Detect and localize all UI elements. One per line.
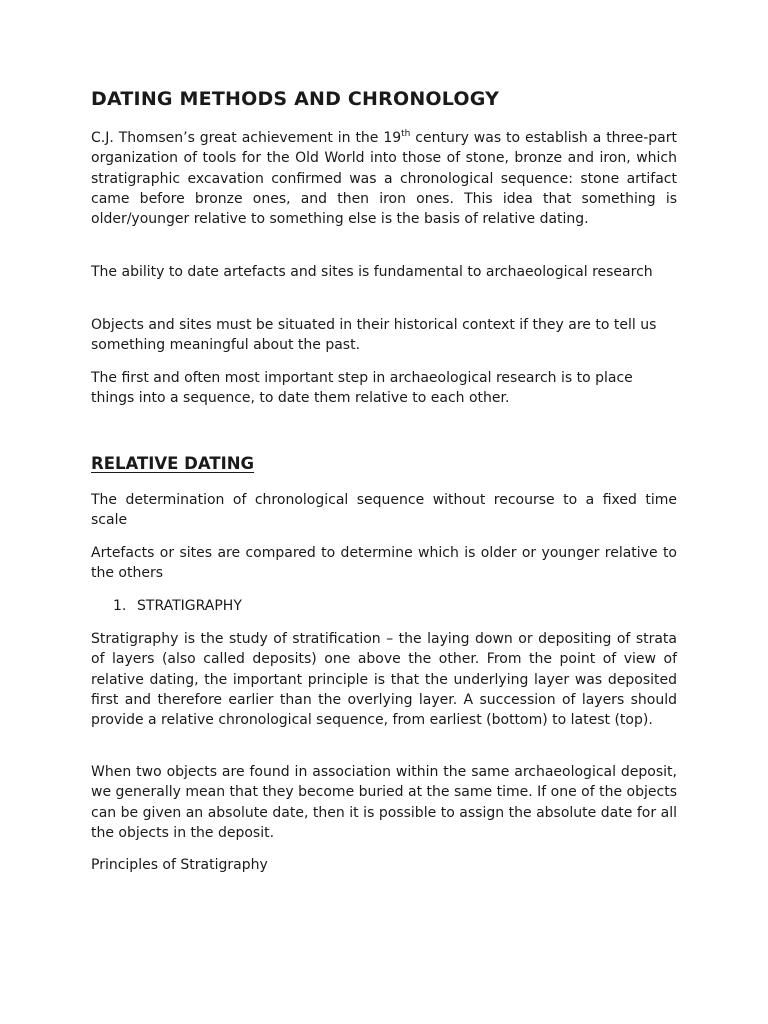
intro-paragraph-sequence: The first and often most important step in archaeological research is to place things into a sequence, to date them relative to each other. <box>91 370 633 407</box>
list-item-stratigraphy <box>113 596 242 616</box>
intro-paragraph-ability: The ability to date artefacts and sites is fundamental to archaeological research <box>91 264 653 280</box>
principles-subheading: Principles of Stratigraphy <box>91 857 268 873</box>
ordinal-superscript: th <box>401 129 411 139</box>
stratigraphy-paragraph: Stratigraphy is the study of stratification – the laying down or depositing of strata of layers (also called deposits) one above the other. From the point of view of relative dating, the important principle is that the underlying layer was deposited first and therefore earlier than the overlying layer. A succession of layers should provide a relative chronological sequence, from earliest (bottom) to latest (top). <box>91 631 677 729</box>
intro-paragraph-context: Objects and sites must be situated in their historical context if they are to tell us something meaningful about the past. <box>91 317 657 354</box>
page-title: DATING METHODS AND CHRONOLOGY <box>91 88 500 110</box>
intro-text-start: C.J. Thomsen’s great achievement in the 19 <box>91 130 402 146</box>
association-paragraph: When two objects are found in association within the same archaeological deposit, we generally mean that they become buried at the same time. If one of the objects can be given an absolute date, then it is possible to assign the absolute date for all the objects in the deposit. <box>91 764 677 841</box>
section-heading-relative-dating: RELATIVE DATING <box>91 454 255 473</box>
list-number: 1. <box>113 598 127 614</box>
intro-text-end: century was to establish a three-part organization of tools for the Old World into those of stone, bronze and iron, which stratigraphic excavation confirmed was a chronological sequence: stone artifact came before bronze ones, and then iron ones. This idea that something is older/younger relative to something else is the basis of relative dating. <box>91 130 677 228</box>
relative-dating-definition: The determination of chronological sequence without recourse to a fixed time scale <box>91 492 677 529</box>
list-label: STRATIGRAPHY <box>137 598 242 614</box>
intro-paragraph-thomsen <box>91 128 677 229</box>
relative-dating-comparison: Artefacts or sites are compared to determine which is older or younger relative to the others <box>91 545 677 582</box>
